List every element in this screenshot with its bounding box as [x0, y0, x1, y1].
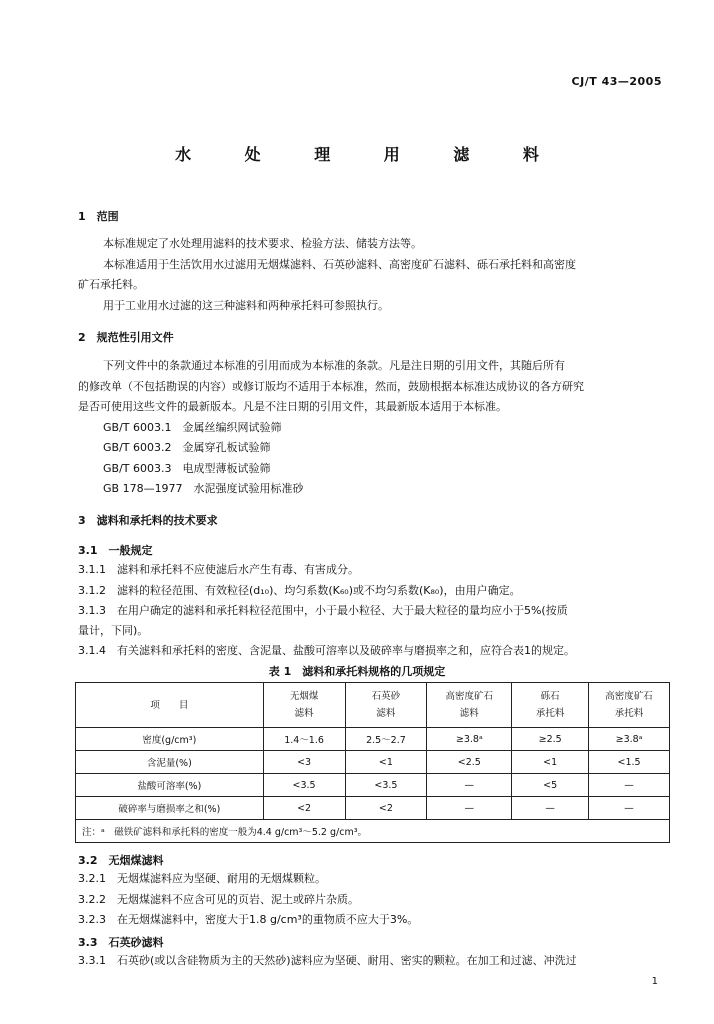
cell: — [589, 774, 670, 797]
clause-3-1-2: 3.1.2 滤料的粒径范围、有效粒径(d₁₀)、均匀系数(K₆₀)或不均匀系数(K₈₀)，由用户确定。 [78, 584, 521, 597]
header-col: 砾石 承托料 [512, 683, 589, 728]
row-label: 密度(g/cm³) [76, 728, 264, 751]
cell: 1.4～1.6 [263, 728, 345, 751]
ref-item: GB/T 6003.2 金属穿孔板试验筛 [103, 441, 271, 454]
table-header-row [76, 683, 670, 728]
standard-code: CJ/T 43—2005 [571, 75, 662, 88]
section-2-heading: 2 规范性引用文件 [78, 331, 174, 344]
header-col: 石英砂 滤料 [345, 683, 427, 728]
row-label: 破碎率与磨损率之和(%) [76, 797, 264, 820]
cell: 2.5～2.7 [345, 728, 427, 751]
cell: <1 [345, 751, 427, 774]
cell: ≥3.8ᵃ [589, 728, 670, 751]
cell: <1.5 [589, 751, 670, 774]
clause-3-2-3: 3.2.3 在无烟煤滤料中，密度大于1.8 g/cm³的重物质不应大于3%。 [78, 913, 419, 926]
header-col: 高密度矿石 承托料 [589, 683, 670, 728]
section-3-2-heading: 3.2 无烟煤滤料 [78, 854, 164, 867]
ref-item: GB/T 6003.3 电成型薄板试验筛 [103, 462, 271, 475]
s1-para-2b: 矿石承托料。 [78, 278, 144, 291]
ref-item: GB/T 6003.1 金属丝编织网试验筛 [103, 421, 282, 434]
table-row [76, 797, 670, 820]
section-1-heading: 1 范围 [78, 210, 119, 223]
clause-3-1-3b: 量计，下同)。 [78, 624, 149, 637]
cell: ≥2.5 [512, 728, 589, 751]
cell: — [512, 797, 589, 820]
s1-para-2a: 本标准适用于生活饮用水过滤用无烟煤滤料、石英砂滤料、高密度矿石滤料、砾石承托料和高密度 [103, 258, 576, 271]
clause-3-1-3a: 3.1.3 在用户确定的滤料和承托料粒径范围中，小于最小粒径、大于最大粒径的量均应小于5%(按质 [78, 604, 568, 617]
cell: <5 [512, 774, 589, 797]
clause-3-2-2: 3.2.2 无烟煤滤料不应含可见的页岩、泥土或碎片杂质。 [78, 893, 359, 906]
cell: <2.5 [427, 751, 512, 774]
table-note: 注：ᵃ 磁铁矿滤料和承托料的密度一般为4.4 g/cm³～5.2 g/cm³。 [76, 820, 670, 843]
row-label: 盐酸可溶率(%) [76, 774, 264, 797]
page-number: 1 [651, 976, 658, 987]
table-note-row [76, 820, 670, 843]
table-row [76, 774, 670, 797]
table-1-caption: 表 1 滤料和承托料规格的几项规定 [268, 665, 446, 678]
section-3-heading: 3 滤料和承托料的技术要求 [78, 514, 218, 527]
cell: — [427, 774, 512, 797]
section-3-3-heading: 3.3 石英砂滤料 [78, 936, 164, 949]
s1-para-1: 本标准规定了水处理用滤料的技术要求、检验方法、储装方法等。 [103, 237, 422, 250]
cell: ≥3.8ᵃ [427, 728, 512, 751]
s2-para-1a: 下列文件中的条款通过本标准的引用而成为本标准的条款。凡是注日期的引用文件，其随后所有 [103, 359, 565, 372]
table-row [76, 728, 670, 751]
table-1 [75, 682, 670, 843]
ref-item: GB 178—1977 水泥强度试验用标准砂 [103, 482, 304, 495]
cell: <1 [512, 751, 589, 774]
s2-para-1c: 是否可使用这些文件的最新版本。凡是不注日期的引用文件，其最新版本适用于本标准。 [78, 400, 507, 413]
cell: — [427, 797, 512, 820]
table-row [76, 751, 670, 774]
s1-para-3: 用于工业用水过滤的这三种滤料和两种承托料可参照执行。 [103, 299, 389, 312]
header-item: 项 目 [76, 683, 264, 728]
clause-3-2-1: 3.2.1 无烟煤滤料应为坚硬、耐用的无烟煤颗粒。 [78, 872, 326, 885]
s2-para-1b: 的修改单（不包括勘误的内容）或修订版均不适用于本标准，然而，鼓励根据本标准达成协议的各方研究 [78, 380, 584, 393]
header-col: 高密度矿石 滤料 [427, 683, 512, 728]
section-3-1-heading: 3.1 一般规定 [78, 544, 153, 557]
cell: <3.5 [345, 774, 427, 797]
cell: <2 [263, 797, 345, 820]
cell: <2 [345, 797, 427, 820]
cell: <3.5 [263, 774, 345, 797]
cell: <3 [263, 751, 345, 774]
row-label: 含泥量(%) [76, 751, 264, 774]
cell: — [589, 797, 670, 820]
clause-3-1-4: 3.1.4 有关滤料和承托料的密度、含泥量、盐酸可溶率以及破碎率与磨损率之和，应符合表1的规定。 [78, 644, 575, 657]
clause-3-3-1: 3.3.1 石英砂(或以含硅物质为主的天然砂)滤料应为坚硬、耐用、密实的颗粒。在加工和过滤、冲洗过 [78, 954, 577, 967]
header-col: 无烟煤 滤料 [263, 683, 345, 728]
document-title: 水 处 理 用 滤 料 [175, 145, 563, 164]
clause-3-1-1: 3.1.1 滤料和承托料不应使滤后水产生有毒、有害成分。 [78, 563, 359, 576]
